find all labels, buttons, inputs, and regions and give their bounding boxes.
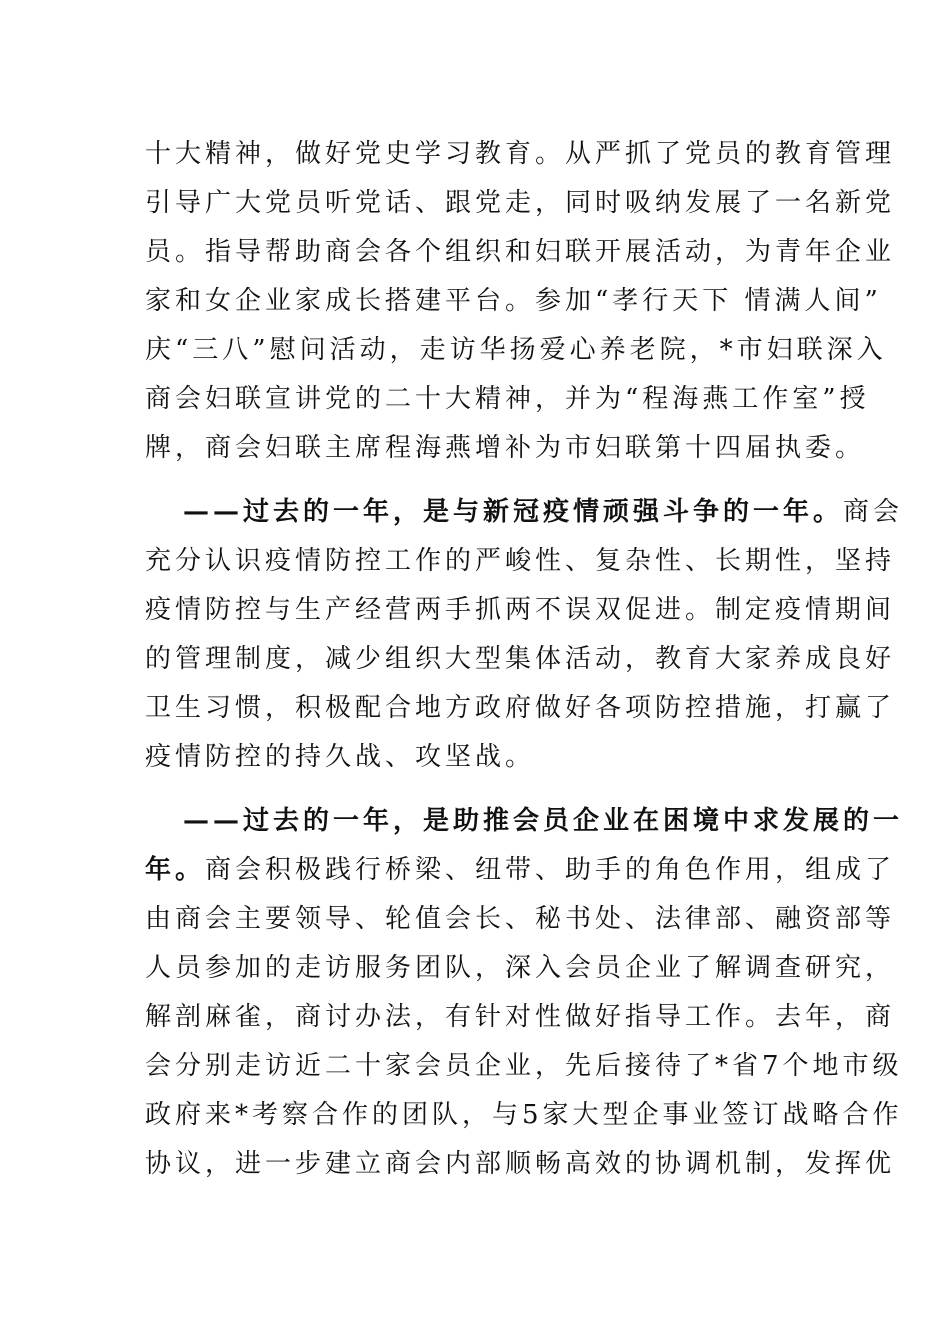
paragraph-line: 疫情防控与生产经营两手抓两不误双促进。制定疫情期间 (145, 595, 896, 625)
paragraph-line: 协议，进一步建立商会内部顺畅高效的协调机制，发挥优 (145, 1149, 896, 1179)
paragraph-2 (145, 488, 904, 782)
paragraph-line (145, 846, 896, 895)
paragraph-line: 政府来*考察合作的团队，与5家大型企事业签订战略合作 (145, 1100, 903, 1130)
paragraph-line: 解剖麻雀，商讨办法，有针对性做好指导工作。去年，商 (145, 1002, 896, 1032)
heading-lead: ——过去的一年，是助推会员企业在困境中求发展的一 (183, 806, 904, 836)
paragraph-line: 人员参加的走访服务团队，深入会员企业了解调查研究， (145, 953, 896, 983)
paragraph-line: 员。指导帮助商会各个组织和妇联开展活动，为青年企业 (145, 237, 896, 267)
lead-continuation: 商会 (843, 497, 904, 527)
paragraph-line: 庆“三八”慰问活动，走访华扬爱心养老院，*市妇联深入 (145, 335, 887, 365)
paragraph-line: 的管理制度，减少组织大型集体活动，教育大家养成良好 (145, 644, 896, 674)
paragraph-1 (145, 130, 896, 473)
paragraph-line: 引导广大党员听党话、跟党走，同时吸纳发展了一名新党 (145, 188, 896, 218)
lead-continuation: 商会积极践行桥梁、纽带、助手的角色作用，组成了 (205, 855, 896, 885)
paragraph-3 (145, 797, 904, 1189)
paragraph-line: 卫生习惯，积极配合地方政府做好各项防控措施，打赢了 (145, 693, 896, 723)
paragraph-line (145, 797, 904, 846)
paragraph-line: 由商会主要领导、轮值会长、秘书处、法律部、融资部等 (145, 904, 896, 934)
paragraph-line: 疫情防控的持久战、攻坚战。 (145, 742, 536, 772)
paragraph-line: 十大精神，做好党史学习教育。从严抓了党员的教育管理 (145, 139, 896, 169)
heading-lead-end: 年。 (145, 855, 206, 885)
paragraph-line: 商会妇联宣讲党的二十大精神，并为“程海燕工作室”授 (145, 384, 870, 414)
paragraph-line: 家和女企业家成长搭建平台。参加“孝行天下 情满人间” (145, 286, 882, 316)
paragraph-line: 充分认识疫情防控工作的严峻性、复杂性、长期性，坚持 (145, 546, 896, 576)
paragraph-line (145, 488, 904, 537)
paragraph-line: 会分别走访近二十家会员企业，先后接待了*省7个地市级 (145, 1051, 903, 1081)
paragraph-line: 牌，商会妇联主席程海燕增补为市妇联第十四届执委。 (145, 433, 866, 463)
heading-lead: ——过去的一年，是与新冠疫情顽强斗争的一年。 (183, 497, 844, 527)
